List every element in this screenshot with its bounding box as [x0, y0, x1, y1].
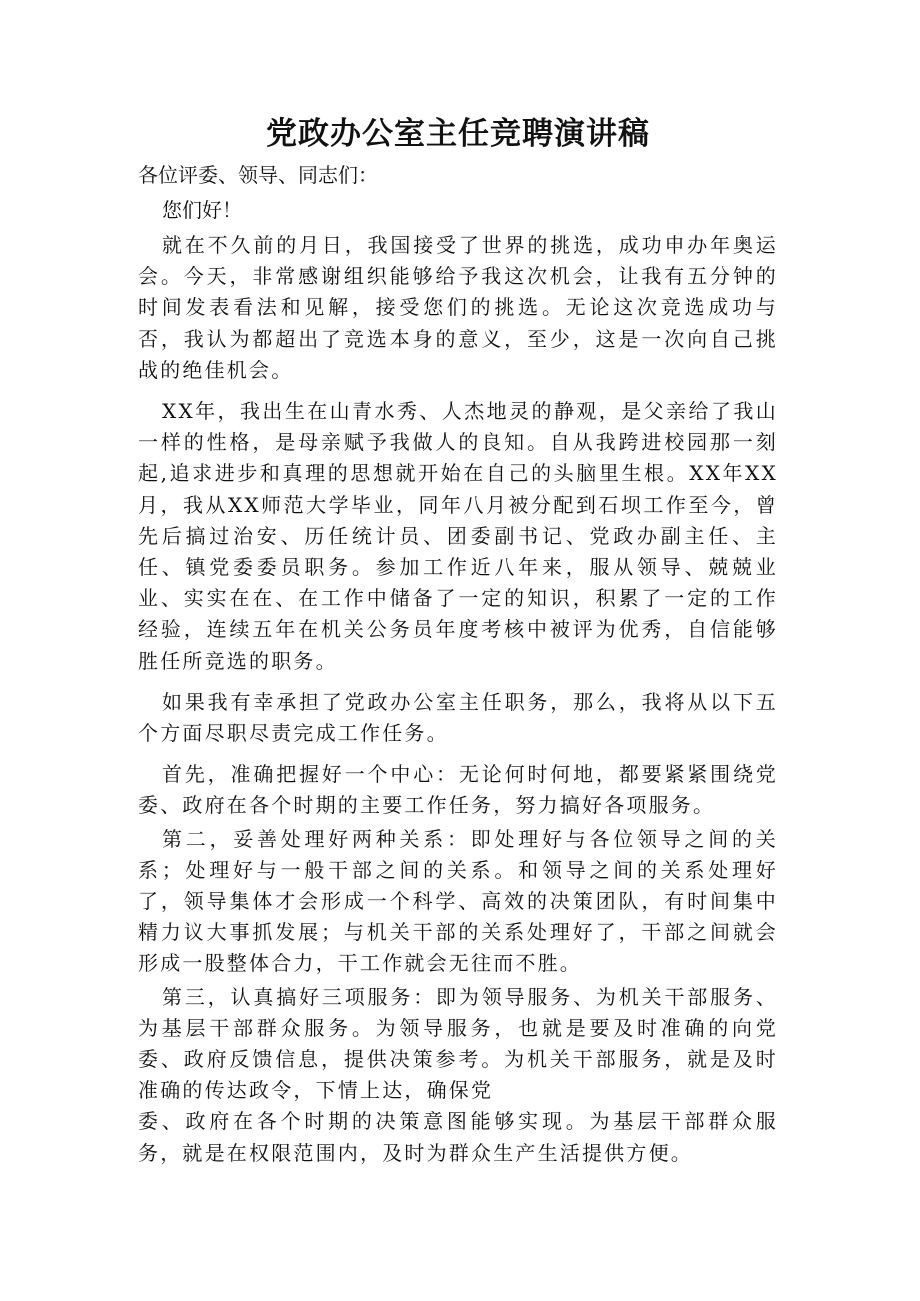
- paragraph-third-point-continued: 委、政府在各个时期的决策意图能够实现。为基层干部群众服务，就是在权限范围内，及时为群众生产生活提供方便。: [138, 1109, 778, 1165]
- document-title: 党政办公室主任竞聘演讲稿: [266, 116, 650, 152]
- paragraph-olympics: 就在不久前的月日，我国接受了世界的挑选，成功申办年奥运会。今天，非常感谢组织能够给予我这次机会，让我有五分钟的时间发表看法和见解，接受您们的挑选。无论这次竞选成功与否，我认为都超出了竞选本身的意义，至少，这是一次向自己挑战的绝佳机会。: [138, 233, 778, 382]
- greeting: 您们好！: [162, 198, 242, 222]
- document-page: [138, 112, 778, 1179]
- paragraph-background: XX年，我出生在山青水秀、人杰地灵的静观，是父亲给了我山一样的性格，是母亲赋予我做人的良知。自从我跨进校园那一刻起,追求进步和真理的思想就开始在自己的头脑里生根。XX年XX月，我从XX师范大学毕业，同年八月被分配到石坝工作至今，曾先后搞过治安、历任统计员、团委副书记、党政办副主任、主任、镇党委委员职务。参加工作近八年来，服从领导、兢兢业业、实实在在、在工作中储备了一定的知识，积累了一定的工作经验，连续五年在机关公务员年度考核中被评为优秀，自信能够胜任所竞选的职务。: [138, 399, 778, 673]
- paragraph-plan-intro: 如果我有幸承担了党政办公室主任职务，那么，我将从以下五个方面尽职尽责完成工作任务。: [138, 689, 778, 746]
- paragraph-second-point: 第二，妥善处理好两种关系：即处理好与各位领导之间的关系；处理好与一般干部之间的关系。和领导之间的关系处理好了，领导集体才会形成一个科学、高效的决策团队，有时间集中精力议大事抓发展；与机关干部的关系处理好了，干部之间就会形成一股整体合力，干工作就会无往而不胜。: [138, 826, 778, 976]
- paragraph-third-point: 第三，认真搞好三项服务：即为领导服务、为机关干部服务、为基层干部群众服务。为领导服务，也就是要及时准确的向党委、政府反馈信息，提供决策参考。为机关干部服务，就是及时准确的传达政令，下情上达，确保党: [138, 984, 778, 1103]
- paragraph-first-point: 首先，准确把握好一个中心：无论何时何地，都要紧紧围绕党委、政府在各个时期的主要工作任务，努力搞好各项服务。: [138, 762, 778, 818]
- salutation: 各位评委、领导、同志们：: [138, 163, 378, 187]
